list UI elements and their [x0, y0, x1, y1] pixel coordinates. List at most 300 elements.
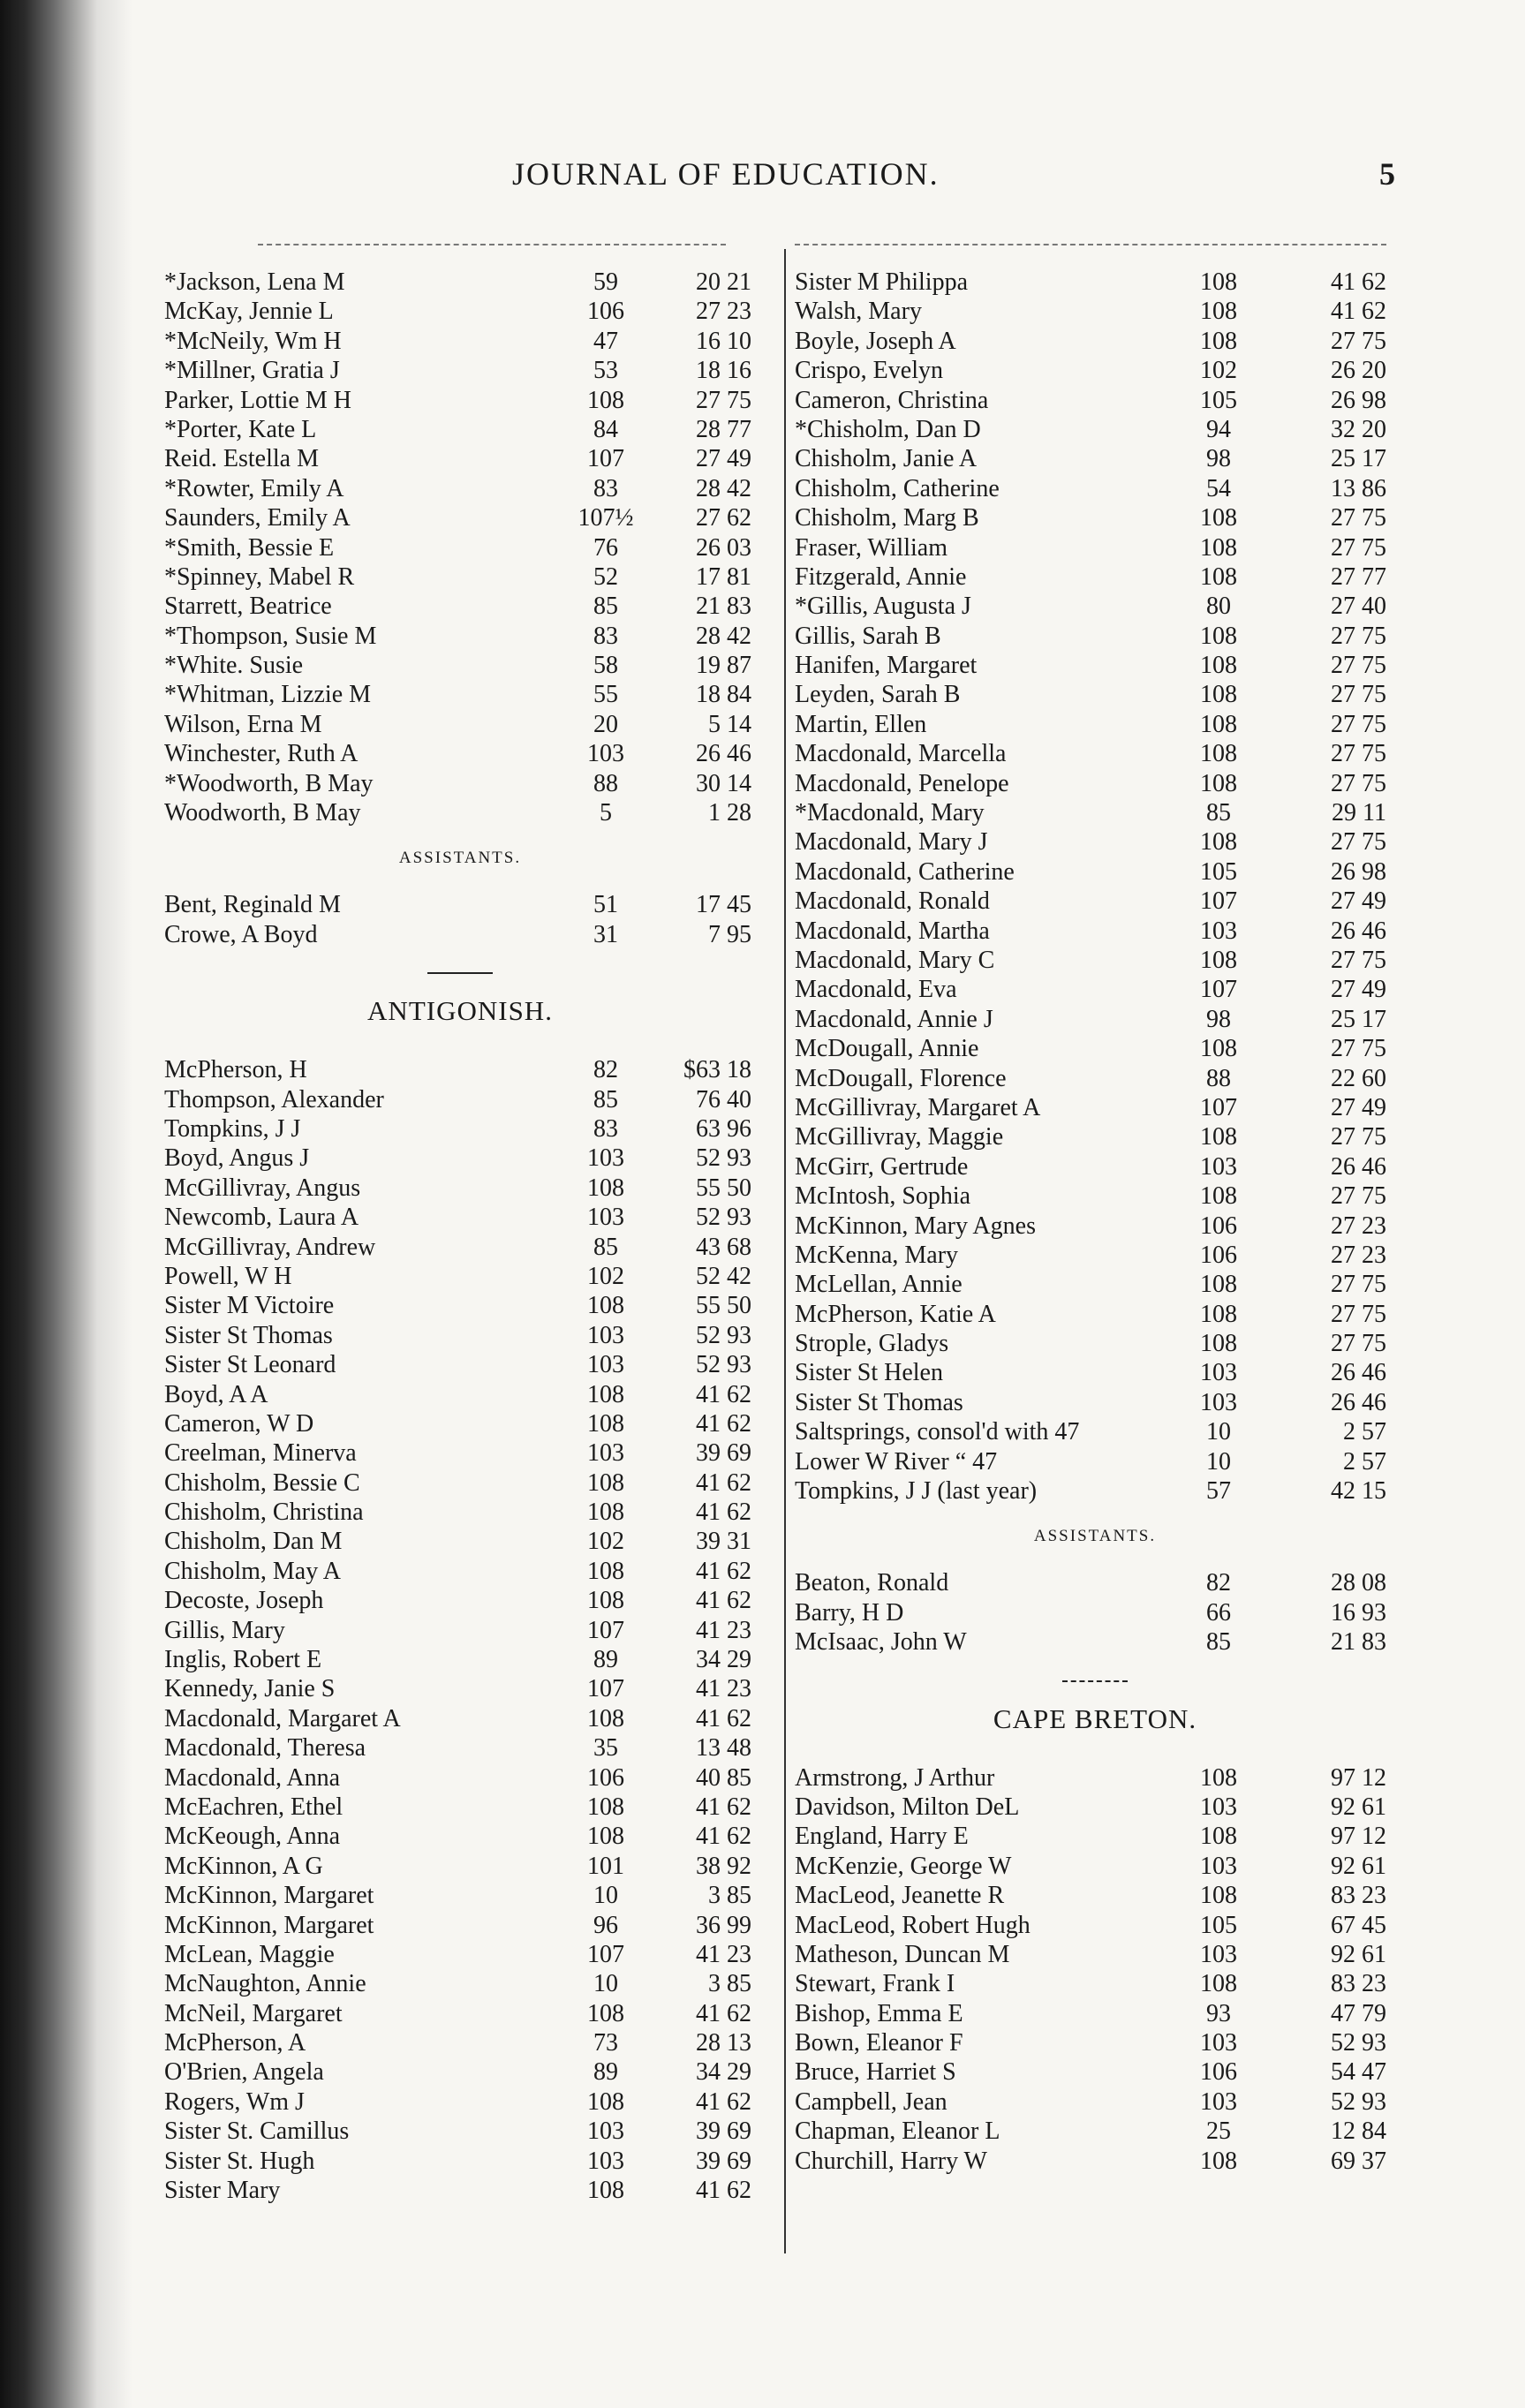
teacher-name: MacLeod, Robert Hugh: [795, 1911, 1031, 1939]
teacher-name: Crowe, A Boyd: [164, 920, 318, 948]
days-taught: 108: [587, 1292, 624, 1320]
grant-amount: 41 62: [696, 1587, 751, 1615]
days-taught: 108: [1200, 1300, 1237, 1328]
grant-amount: 41 62: [696, 1704, 751, 1732]
grant-amount: 92 61: [1331, 1940, 1386, 1968]
teacher-name: Reid. Estella M: [164, 445, 319, 473]
table-row: [164, 415, 756, 444]
days-taught: 57: [1206, 1477, 1231, 1506]
grant-amount: 41 62: [1331, 268, 1386, 296]
table-row: [795, 1122, 1395, 1151]
table-row: [164, 1233, 756, 1262]
table-row: [795, 1763, 1395, 1793]
grant-amount: 27 75: [1331, 946, 1386, 974]
grant-amount: 28 77: [696, 415, 751, 443]
teacher-name: *Macdonald, Mary: [795, 799, 985, 827]
table-row: [164, 2147, 756, 2176]
teacher-name: Winchester, Ruth A: [164, 740, 359, 768]
table-row: [164, 1350, 756, 1379]
table-row: [164, 1763, 756, 1793]
grant-amount: 27 75: [1331, 740, 1386, 768]
grant-amount: 39 31: [696, 1528, 751, 1556]
grant-amount: 2 57: [1343, 1418, 1386, 1446]
teacher-name: *Chisholm, Dan D: [795, 415, 981, 443]
teacher-name: Stewart, Frank I: [795, 1970, 955, 1998]
teacher-name: Decoste, Joseph: [164, 1587, 324, 1615]
grant-amount: 27 77: [1331, 562, 1386, 591]
table-row: [795, 415, 1395, 444]
grant-amount: 41 62: [696, 1468, 751, 1497]
days-taught: 88: [593, 769, 618, 797]
days-taught: 103: [1200, 1852, 1237, 1880]
days-taught: 98: [1206, 1005, 1231, 1033]
table-row: [795, 1999, 1395, 2028]
right-region-list: [795, 1763, 1395, 2176]
grant-amount: 26 46: [696, 740, 751, 768]
column-divider: [784, 249, 786, 2253]
days-taught: 108: [1200, 268, 1237, 296]
grant-amount: 41 62: [696, 2177, 751, 2205]
days-taught: 108: [1200, 946, 1237, 974]
grant-amount: 19 87: [696, 652, 751, 680]
teacher-name: Bishop, Emma E: [795, 1999, 963, 2027]
teacher-name: Starrett, Beatrice: [164, 593, 332, 621]
days-taught: 103: [1200, 2087, 1237, 2116]
grant-amount: 27 49: [1331, 1093, 1386, 1121]
table-row: [164, 1144, 756, 1173]
teacher-name: O'Brien, Angela: [164, 2058, 324, 2087]
days-taught: 107: [587, 1675, 624, 1703]
teacher-name: Macdonald, Mary J: [795, 828, 988, 857]
teacher-name: Newcomb, Laura A: [164, 1204, 359, 1232]
table-row: [164, 798, 756, 827]
days-taught: 85: [593, 593, 618, 621]
grant-amount: 2 57: [1343, 1447, 1386, 1476]
table-row: [164, 356, 756, 385]
grant-amount: 25 17: [1331, 1005, 1386, 1033]
grant-amount: 52 93: [696, 1204, 751, 1232]
days-taught: 10: [1206, 1447, 1231, 1476]
grant-amount: 92 61: [1331, 1793, 1386, 1821]
table-row: [795, 2087, 1395, 2117]
teacher-name: McKeough, Anna: [164, 1823, 341, 1851]
table-row: [795, 769, 1395, 798]
teacher-name: Leyden, Sarah B: [795, 681, 961, 709]
teacher-name: Thompson, Alexander: [164, 1085, 384, 1113]
left-assistants-heading: ASSISTANTS.: [398, 849, 522, 868]
left-column: [164, 268, 756, 2205]
table-row: [164, 1321, 756, 1350]
grant-amount: 26 46: [1331, 1152, 1386, 1181]
table-row: [795, 327, 1395, 356]
teacher-name: McEachren, Ethel: [164, 1793, 344, 1821]
days-taught: 108: [1200, 1330, 1237, 1358]
days-taught: 85: [593, 1085, 618, 1113]
teacher-name: *Porter, Kate L: [164, 415, 317, 443]
table-row: [795, 444, 1395, 473]
table-row: [795, 1476, 1395, 1506]
grant-amount: 3 85: [708, 1970, 751, 1998]
table-row: [795, 1940, 1395, 1969]
grant-amount: 52 42: [696, 1262, 751, 1290]
days-taught: 108: [1200, 533, 1237, 562]
days-taught: 55: [593, 681, 618, 709]
table-row: [164, 1616, 756, 1645]
table-row: [795, 1793, 1395, 1822]
table-row: [795, 1388, 1395, 1417]
teacher-name: Saunders, Emily A: [164, 504, 351, 532]
table-row: [164, 1969, 756, 1998]
teacher-name: McLean, Maggie: [164, 1940, 335, 1968]
table-row: [795, 827, 1395, 857]
teacher-name: Boyd, A A: [164, 1380, 268, 1408]
section-divider: [427, 972, 493, 974]
days-taught: 103: [587, 740, 624, 768]
teacher-name: McNaughton, Annie: [164, 1970, 366, 1998]
right-assistants-heading: ASSISTANTS.: [1033, 1527, 1157, 1546]
days-taught: 83: [593, 474, 618, 502]
scan-shadow-edge: [0, 0, 132, 2408]
teacher-name: Strople, Gladys: [795, 1330, 949, 1358]
days-taught: 108: [587, 1793, 624, 1821]
table-row: [164, 1557, 756, 1586]
grant-amount: 21 83: [696, 593, 751, 621]
table-row: [164, 1940, 756, 1969]
grant-amount: 28 13: [696, 2029, 751, 2057]
days-taught: 84: [593, 415, 618, 443]
grant-amount: 41 62: [696, 1823, 751, 1851]
days-taught: 82: [1206, 1569, 1231, 1597]
teacher-name: Bown, Eleanor F: [795, 2029, 963, 2057]
table-row: [164, 1704, 756, 1733]
days-taught: 102: [587, 1262, 624, 1290]
teacher-name: McKinnon, Margaret: [164, 1911, 374, 1939]
days-taught: 103: [587, 2117, 624, 2146]
grant-amount: 27 75: [1331, 622, 1386, 650]
days-taught: 108: [1200, 2147, 1237, 2175]
region-heading-antigonish: ANTIGONISH.: [367, 995, 553, 1027]
teacher-name: Chisholm, Catherine: [795, 474, 1000, 502]
grant-amount: 26 98: [1331, 386, 1386, 414]
days-taught: 51: [593, 891, 618, 919]
right-assistants-list: [795, 1568, 1395, 1657]
days-taught: 94: [1206, 415, 1231, 443]
teacher-name: Matheson, Duncan M: [795, 1940, 1010, 1968]
teacher-name: McIsaac, John W: [795, 1628, 967, 1657]
table-row: [795, 386, 1395, 415]
days-taught: 103: [587, 1321, 624, 1349]
table-row: [164, 1527, 756, 1556]
teacher-name: Woodworth, B May: [164, 799, 361, 827]
table-row: [795, 1270, 1395, 1299]
teacher-name: *Millner, Gratia J: [164, 357, 340, 385]
days-taught: 108: [587, 1587, 624, 1615]
grant-amount: 27 75: [1331, 1300, 1386, 1328]
left-assistants-list: [164, 890, 756, 949]
teacher-name: Chisholm, Christina: [164, 1498, 364, 1527]
grant-amount: 27 75: [1331, 828, 1386, 857]
grant-amount: 39 69: [696, 1439, 751, 1468]
teacher-name: Sister St Leonard: [164, 1351, 336, 1379]
table-row: [164, 1085, 756, 1114]
days-taught: 52: [593, 562, 618, 591]
teacher-name: Cameron, Christina: [795, 386, 989, 414]
table-row: [164, 386, 756, 415]
teacher-name: MacLeod, Jeanette R: [795, 1882, 1005, 1910]
table-row: [795, 1447, 1395, 1476]
grant-amount: 16 93: [1331, 1598, 1386, 1627]
table-row: [164, 2087, 756, 2117]
days-taught: 58: [593, 652, 618, 680]
grant-amount: 32 20: [1331, 415, 1386, 443]
table-row: [795, 297, 1395, 326]
grant-amount: 27 75: [1331, 769, 1386, 797]
table-row: [795, 798, 1395, 827]
grant-amount: 27 75: [1331, 1330, 1386, 1358]
days-taught: 108: [587, 1174, 624, 1202]
teacher-name: Davidson, Milton DeL: [795, 1793, 1020, 1821]
teacher-name: Sister Mary: [164, 2177, 281, 2205]
teacher-name: Sister St. Camillus: [164, 2117, 350, 2146]
teacher-name: Gillis, Mary: [164, 1616, 285, 1644]
days-taught: 10: [1206, 1418, 1231, 1446]
table-row: [164, 1203, 756, 1232]
days-taught: 31: [593, 920, 618, 948]
teacher-name: Sister M Philippa: [795, 268, 969, 296]
grant-amount: 43 68: [696, 1233, 751, 1261]
table-row: [164, 1911, 756, 1940]
days-taught: 108: [587, 1557, 624, 1585]
days-taught: 108: [587, 1409, 624, 1438]
table-row: [164, 1468, 756, 1498]
table-row: [164, 1852, 756, 1881]
table-row: [795, 2028, 1395, 2057]
table-row: [795, 1881, 1395, 1910]
teacher-name: Sister St. Hugh: [164, 2147, 315, 2175]
teacher-name: Macdonald, Martha: [795, 917, 990, 945]
days-taught: 108: [587, 1498, 624, 1527]
grant-amount: 92 61: [1331, 1852, 1386, 1880]
table-row: [795, 2117, 1395, 2146]
teacher-name: McGillivray, Angus: [164, 1174, 361, 1202]
days-taught: 108: [1200, 1970, 1237, 1998]
days-taught: 108: [1200, 681, 1237, 709]
grant-amount: 67 45: [1331, 1911, 1386, 1939]
grant-amount: 27 62: [696, 504, 751, 532]
teacher-name: Sister St Thomas: [795, 1388, 963, 1416]
teacher-name: Saltsprings, consol'd with 47: [795, 1418, 1080, 1446]
table-row: [795, 1152, 1395, 1181]
teacher-name: Macdonald, Theresa: [164, 1734, 366, 1763]
table-row: [795, 503, 1395, 532]
table-row: [795, 857, 1395, 887]
table-row: [164, 2057, 756, 2087]
teacher-name: Wilson, Erna M: [164, 710, 322, 738]
table-row: [164, 1498, 756, 1527]
grant-amount: 38 92: [696, 1852, 751, 1880]
teacher-name: McDougall, Florence: [795, 1064, 1007, 1092]
teacher-name: Inglis, Robert E: [164, 1646, 322, 1674]
grant-amount: 27 75: [1331, 533, 1386, 562]
days-taught: 108: [1200, 1763, 1237, 1792]
table-row: [795, 680, 1395, 709]
days-taught: 102: [1200, 357, 1237, 385]
teacher-name: *White. Susie: [164, 652, 304, 680]
days-taught: 106: [1200, 1212, 1237, 1240]
days-taught: 10: [593, 1882, 618, 1910]
days-taught: 82: [593, 1056, 618, 1084]
teacher-name: McKenzie, George W: [795, 1852, 1012, 1880]
teacher-name: McNeil, Margaret: [164, 1999, 343, 2027]
grant-amount: 42 15: [1331, 1477, 1386, 1506]
grant-amount: 27 75: [1331, 504, 1386, 532]
days-taught: 103: [1200, 1359, 1237, 1387]
table-row: [795, 1093, 1395, 1122]
teacher-name: McPherson, H: [164, 1056, 307, 1084]
days-taught: 108: [587, 386, 624, 414]
table-row: [795, 622, 1395, 651]
teacher-name: *Woodworth, B May: [164, 769, 374, 797]
table-row: [795, 1358, 1395, 1387]
grant-amount: 41 62: [696, 1409, 751, 1438]
left-region-list: [164, 1055, 756, 2205]
grant-amount: 27 75: [1331, 1271, 1386, 1299]
journal-title: JOURNAL OF EDUCATION.: [512, 156, 940, 192]
teacher-name: Gillis, Sarah B: [795, 622, 941, 650]
grant-amount: 55 50: [696, 1292, 751, 1320]
grant-amount: 28 42: [696, 474, 751, 502]
table-row: [164, 1733, 756, 1763]
days-taught: 107: [587, 1616, 624, 1644]
grant-amount: 97 12: [1331, 1763, 1386, 1792]
days-taught: 98: [1206, 445, 1231, 473]
days-taught: 108: [587, 1380, 624, 1408]
grant-amount: 36 99: [696, 1911, 751, 1939]
grant-amount: 26 46: [1331, 1359, 1386, 1387]
table-row: [164, 533, 756, 562]
days-taught: 103: [1200, 1388, 1237, 1416]
table-row: [164, 2028, 756, 2057]
days-taught: 93: [1206, 1999, 1231, 2027]
grant-amount: 41 62: [696, 1557, 751, 1585]
table-row: [164, 1793, 756, 1822]
grant-amount: 55 50: [696, 1174, 751, 1202]
teacher-name: Macdonald, Penelope: [795, 769, 1009, 797]
page-header: [477, 155, 1395, 208]
days-taught: 108: [587, 2177, 624, 2205]
grant-amount: 28 08: [1331, 1569, 1386, 1597]
table-row: [795, 592, 1395, 621]
teacher-name: Tompkins, J J: [164, 1114, 301, 1143]
teacher-name: Sister St Thomas: [164, 1321, 333, 1349]
grant-amount: 22 60: [1331, 1064, 1386, 1092]
grant-amount: 1 28: [708, 799, 751, 827]
grant-amount: 52 93: [696, 1351, 751, 1379]
grant-amount: 26 20: [1331, 357, 1386, 385]
grant-amount: 69 37: [1331, 2147, 1386, 2175]
teacher-name: Sister St Helen: [795, 1359, 943, 1387]
days-taught: 108: [1200, 1182, 1237, 1211]
table-row: [795, 887, 1395, 916]
teacher-name: Macdonald, Eva: [795, 976, 957, 1004]
table-row: [795, 2147, 1395, 2176]
grant-amount: 5 14: [708, 710, 751, 738]
teacher-name: Martin, Ellen: [795, 710, 927, 738]
grant-amount: 27 49: [696, 445, 751, 473]
grant-amount: 17 81: [696, 562, 751, 591]
grant-amount: 27 49: [1331, 976, 1386, 1004]
grant-amount: 16 10: [696, 327, 751, 355]
grant-amount: 83 23: [1331, 1970, 1386, 1998]
days-taught: 107: [1200, 976, 1237, 1004]
grant-amount: 3 85: [708, 1882, 751, 1910]
days-taught: 108: [587, 1999, 624, 2027]
days-taught: 54: [1206, 474, 1231, 502]
grant-amount: 27 49: [1331, 887, 1386, 916]
table-row: [164, 2117, 756, 2146]
days-taught: 106: [587, 1763, 624, 1792]
grant-amount: 18 84: [696, 681, 751, 709]
grant-amount: $63 18: [683, 1056, 751, 1084]
teacher-name: Chisholm, Bessie C: [164, 1468, 360, 1497]
table-row: [164, 769, 756, 798]
teacher-name: McGillivray, Maggie: [795, 1123, 1004, 1151]
grant-amount: 41 23: [696, 1940, 751, 1968]
grant-amount: 41 62: [696, 1999, 751, 2027]
grant-amount: 29 11: [1332, 799, 1386, 827]
teacher-name: Macdonald, Anna: [164, 1763, 341, 1792]
days-taught: 85: [1206, 1628, 1231, 1657]
table-row: [795, 1212, 1395, 1241]
grant-amount: 30 14: [696, 769, 751, 797]
teacher-name: Tompkins, J J (last year): [795, 1477, 1038, 1506]
teacher-name: *Jackson, Lena M: [164, 268, 345, 296]
grant-amount: 18 16: [696, 357, 751, 385]
table-row: [795, 1300, 1395, 1329]
table-row: [164, 680, 756, 709]
teacher-name: Hanifen, Margaret: [795, 652, 978, 680]
grant-amount: 41 62: [696, 1380, 751, 1408]
days-taught: 108: [587, 1704, 624, 1732]
table-row: [164, 2176, 756, 2205]
days-taught: 103: [1200, 2029, 1237, 2057]
days-taught: 85: [1206, 799, 1231, 827]
table-row: [795, 1241, 1395, 1270]
teacher-name: Barry, H D: [795, 1598, 904, 1627]
grant-amount: 28 42: [696, 622, 751, 650]
right-top-list: [795, 268, 1395, 1506]
days-taught: 59: [593, 268, 618, 296]
teacher-name: Macdonald, Ronald: [795, 887, 990, 916]
days-taught: 73: [593, 2029, 618, 2057]
grant-amount: 20 21: [696, 268, 751, 296]
teacher-name: Campbell, Jean: [795, 2087, 947, 2116]
days-taught: 66: [1206, 1598, 1231, 1627]
days-taught: 106: [1200, 1241, 1237, 1269]
teacher-name: McKinnon, Margaret: [164, 1882, 374, 1910]
days-taught: 108: [1200, 622, 1237, 650]
teacher-name: England, Harry E: [795, 1823, 969, 1851]
days-taught: 5: [600, 799, 612, 827]
grant-amount: 27 23: [1331, 1241, 1386, 1269]
grant-amount: 26 46: [1331, 917, 1386, 945]
teacher-name: Macdonald, Marcella: [795, 740, 1007, 768]
days-taught: 108: [1200, 327, 1237, 355]
table-row: [164, 622, 756, 651]
table-row: [795, 1627, 1395, 1657]
top-rule-right: [795, 244, 1386, 245]
days-taught: 20: [593, 710, 618, 738]
